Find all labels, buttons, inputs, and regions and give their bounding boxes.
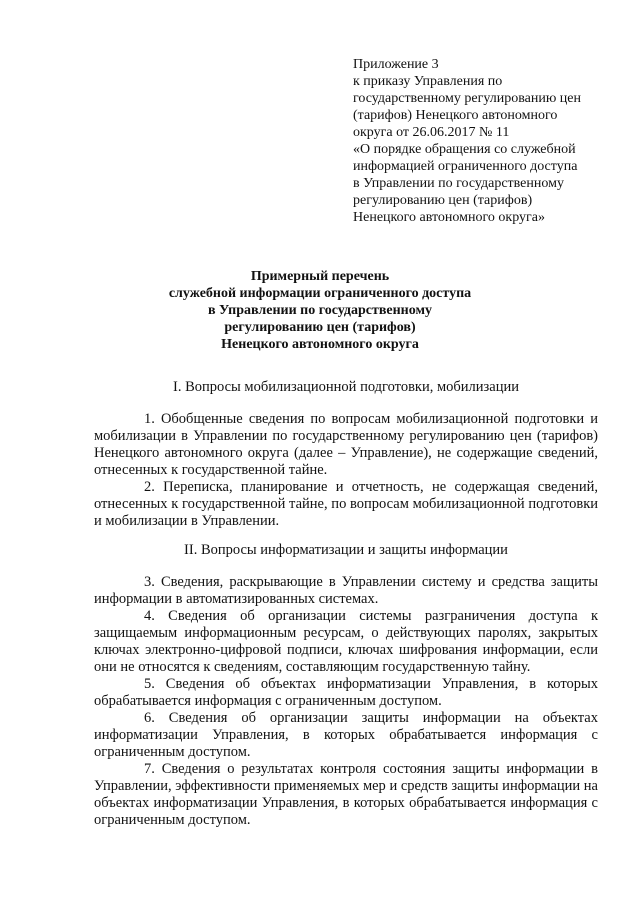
section-2-body <box>94 574 598 829</box>
annex-line: в Управлении по государственному <box>353 176 564 191</box>
title-line: Ненецкого автономного округа <box>221 337 419 352</box>
paragraph-5: 5. Сведения об объектах информатизации Управления, в которых обрабатывается информация с ограниченным доступом. <box>94 676 598 709</box>
section-heading-1: I. Вопросы мобилизационной подготовки, мобилизации <box>173 379 519 395</box>
title-line: в Управлении по государственному <box>207 303 433 318</box>
section-heading-2: II. Вопросы информатизации и защиты информации <box>184 542 508 558</box>
annex-block <box>353 56 603 226</box>
paragraph-3: 3. Сведения, раскрывающие в Управлении систему и средства защиты информации в автоматизированных системах. <box>94 574 598 607</box>
title-line: служебной информации ограниченного доступа <box>168 286 472 301</box>
paragraph-7: 7. Сведения о результатах контроля состояния защиты информации в Управлении, эффективности применяемых мер и средств защиты информации на объектах информатизации Управления, в которых обрабатывается информация с ограниченным доступом. <box>94 761 598 828</box>
annex-line: округа от 26.06.2017 № 11 <box>353 125 510 140</box>
annex-line: государственному регулированию цен <box>353 91 581 106</box>
annex-line: Ненецкого автономного округа» <box>353 210 545 225</box>
paragraph-4: 4. Сведения об организации системы разграничения доступа к защищаемым информационным ресурсам, о действующих паролях, закрытых ключах электронно-цифровой подписи, ключах шифрования информации, если они не относятся к сведениям, составляющим государственную тайну. <box>94 608 598 675</box>
annex-line: регулированию цен (тарифов) <box>353 193 533 208</box>
annex-line: «О порядке обращения со служебной <box>353 142 576 157</box>
paragraph-1: 1. Обобщенные сведения по вопросам мобилизационной подготовки и мобилизации в Управлении по государственному регулированию цен (тарифов) Ненецкого автономного округа (далее – Управление), не содержащие сведений, отнесенных к государственной тайне. <box>94 411 598 478</box>
paragraph-6: 6. Сведения об организации защиты информации на объектах информатизации Управления, в которых обрабатывается информация с ограниченным доступом. <box>94 710 598 760</box>
paragraph-2: 2. Переписка, планирование и отчетность, не содержащая сведений, отнесенных к государственной тайне, по вопросам мобилизационной подготовки и мобилизации в Управлении. <box>94 479 598 529</box>
title-line: Примерный перечень <box>250 269 390 284</box>
document-title <box>100 268 540 353</box>
annex-line: (тарифов) Ненецкого автономного <box>353 108 558 123</box>
annex-line: Приложение 3 <box>353 57 439 72</box>
title-line: регулированию цен (тарифов) <box>224 320 416 335</box>
annex-line: информацией ограниченного доступа <box>353 159 578 174</box>
section-1-body <box>94 411 598 530</box>
annex-line: к приказу Управления по <box>353 74 503 89</box>
